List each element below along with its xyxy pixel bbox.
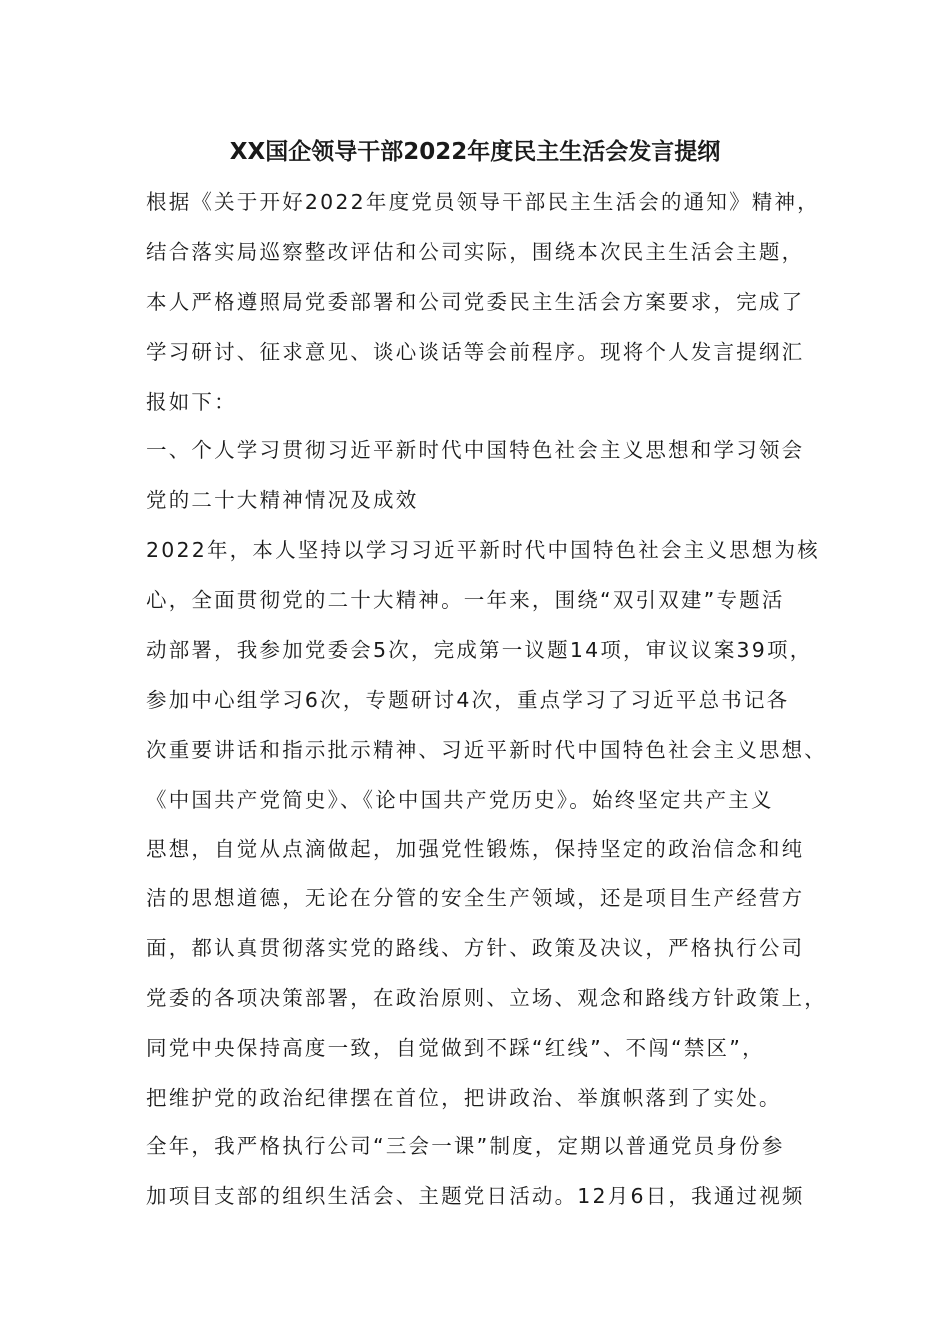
section-heading-line: 一、个人学习贯彻习近平新时代中国特色社会主义思想和学习领会 bbox=[146, 438, 805, 462]
paragraph-line: 2022年，本人坚持以学习习近平新时代中国特色社会主义思想为核 bbox=[146, 538, 820, 562]
paragraph-line: 根据《关于开好2022年度党员领导干部民主生活会的通知》精神， bbox=[146, 190, 820, 214]
paragraph-line: 同党中央保持高度一致，自觉做到不踩“红线”、不闯“禁区”， bbox=[146, 1036, 765, 1060]
paragraph-line: 党委的各项决策部署，在政治原则、立场、观念和路线方针政策上， bbox=[146, 986, 827, 1010]
paragraph-line: 把维护党的政治纪律摆在首位，把讲政治、举旗帜落到了实处。 bbox=[146, 1086, 782, 1110]
section-heading-line: 党的二十大精神情况及成效 bbox=[146, 488, 419, 512]
document-title: XX国企领导干部2022年度民主生活会发言提纲 bbox=[229, 139, 721, 165]
paragraph-line: 思想，自觉从点滴做起，加强党性锻炼，保持坚定的政治信念和纯 bbox=[146, 837, 805, 861]
paragraph-line: 结合落实局巡察整改评估和公司实际，围绕本次民主生活会主题， bbox=[146, 240, 805, 264]
paragraph-line: 面，都认真贯彻落实党的路线、方针、政策及决议，严格执行公司 bbox=[146, 936, 805, 960]
paragraph-line: 加项目支部的组织生活会、主题党日活动。12月6日，我通过视频 bbox=[146, 1184, 805, 1208]
paragraph-line: 报如下： bbox=[146, 390, 237, 414]
paragraph-line: 参加中心组学习6次，专题研讨4次，重点学习了习近平总书记各 bbox=[146, 688, 790, 712]
paragraph-line: 洁的思想道德，无论在分管的安全生产领域，还是项目生产经营方 bbox=[146, 886, 805, 910]
paragraph-line: 动部署，我参加党委会5次，完成第一议题14项，审议议案39项， bbox=[146, 638, 813, 662]
paragraph-line: 《中国共产党简史》、《论中国共产党历史》。始终坚定共产主义 bbox=[146, 788, 774, 812]
paragraph-line: 全年，我严格执行公司“三会一课”制度，定期以普通党员身份参 bbox=[146, 1134, 785, 1158]
paragraph-line: 次重要讲话和指示批示精神、习近平新时代中国特色社会主义思想、 bbox=[146, 738, 827, 762]
paragraph-line: 本人严格遵照局党委部署和公司党委民主生活会方案要求，完成了 bbox=[146, 290, 805, 314]
paragraph-line: 心，全面贯彻党的二十大精神。一年来，围绕“双引双建”专题活 bbox=[146, 588, 785, 612]
paragraph-line: 学习研讨、征求意见、谈心谈话等会前程序。现将个人发言提纲汇 bbox=[146, 340, 805, 364]
